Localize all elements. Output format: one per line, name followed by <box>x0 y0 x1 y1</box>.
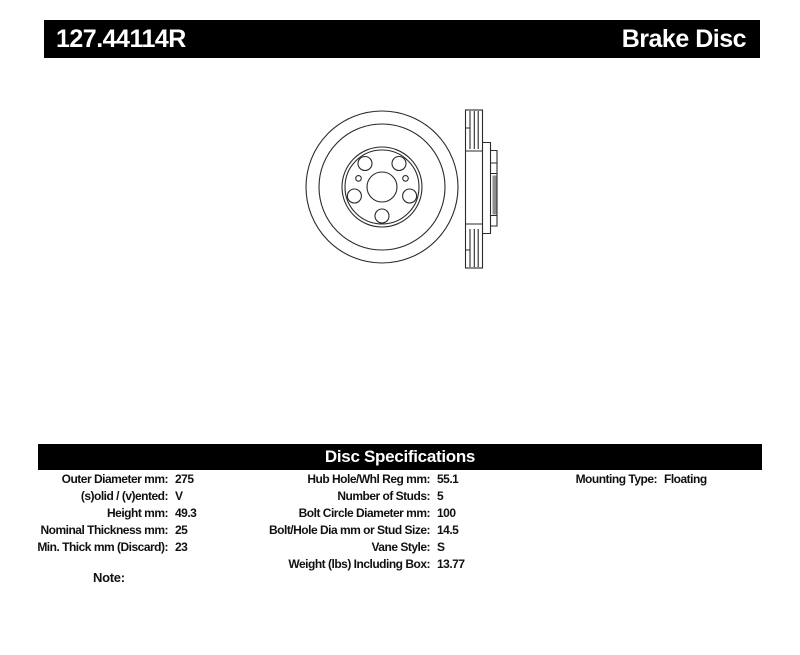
spec-value: Floating <box>664 472 707 486</box>
spec-row <box>285 506 545 523</box>
spec-row <box>38 540 298 557</box>
spec-row <box>38 489 298 506</box>
spec-value: 55.1 <box>437 472 459 486</box>
spec-column-right <box>540 472 740 489</box>
spec-column-middle <box>268 472 545 574</box>
product-type-title: Brake Disc <box>621 24 746 53</box>
spec-row <box>268 523 545 540</box>
spec-row <box>285 489 545 506</box>
spec-label: Outer Diameter mm: <box>61 472 168 486</box>
spec-label: Nominal Thickness mm: <box>40 523 168 537</box>
spec-value: 5 <box>437 489 444 503</box>
spec-value: 100 <box>437 506 456 520</box>
part-number: 127.44114R <box>56 24 186 53</box>
spec-column-left <box>38 472 298 557</box>
brake-disc-drawing <box>280 92 525 292</box>
spec-label: (s)olid / (v)ented: <box>80 489 168 503</box>
brake-disc-front-view <box>306 111 458 263</box>
brake-disc-side-view <box>466 110 498 268</box>
spec-row <box>285 557 545 574</box>
spec-label: Weight (lbs) Including Box: <box>288 557 430 571</box>
spec-value: 14.5 <box>437 523 459 537</box>
spec-row <box>38 523 298 540</box>
spec-label: Hub Hole/Whl Reg mm: <box>307 472 430 486</box>
spec-value: V <box>175 489 183 503</box>
spec-row <box>38 472 298 489</box>
spec-value: 25 <box>175 523 188 537</box>
spec-row <box>285 540 545 557</box>
spec-label: Mounting Type: <box>575 472 657 486</box>
spec-value: S <box>437 540 445 554</box>
spec-section-title-bar <box>38 444 762 470</box>
spec-label: Bolt Circle Diameter mm: <box>298 506 430 520</box>
spec-value: 49.3 <box>175 506 197 520</box>
spec-label: Height mm: <box>107 506 168 520</box>
header-bar <box>44 20 760 58</box>
spec-label: Number of Studs: <box>337 489 430 503</box>
spec-label: Min. Thick mm (Discard): <box>37 540 168 554</box>
spec-row <box>285 472 545 489</box>
spec-value: 275 <box>175 472 194 486</box>
spec-label: Vane Style: <box>371 540 430 554</box>
spec-label: Bolt/Hole Dia mm or Stud Size: <box>268 523 430 537</box>
spec-row <box>540 472 740 489</box>
spec-value: 13.77 <box>437 557 465 571</box>
spec-row <box>38 506 298 523</box>
spec-section-title: Disc Specifications <box>324 447 476 466</box>
spec-value: 23 <box>175 540 188 554</box>
note-label: Note: <box>93 570 125 585</box>
